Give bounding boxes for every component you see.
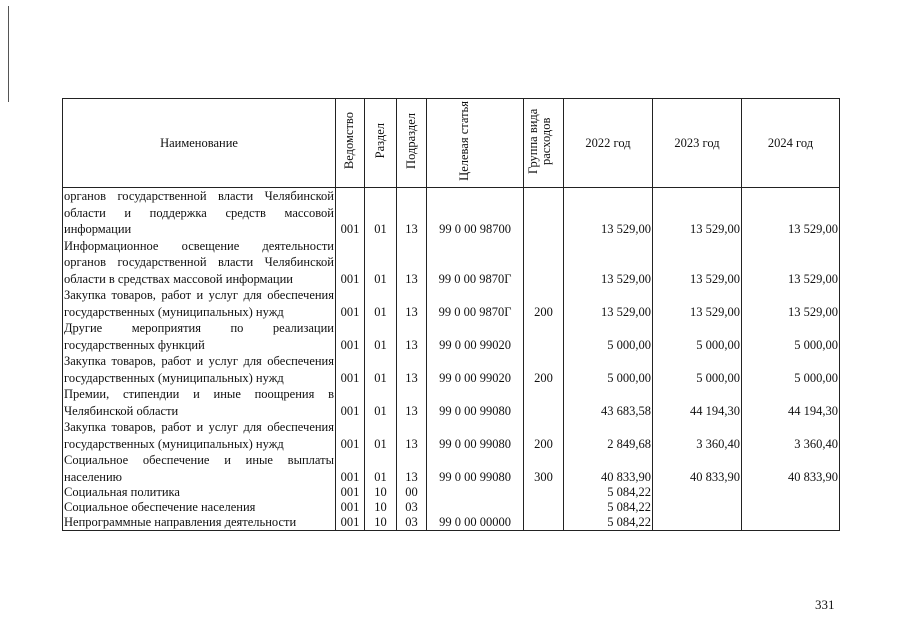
page-number: 331 [815,597,835,612]
row-2024 [742,500,840,515]
header-target: Целевая статья [427,99,524,188]
row-target: 99 0 00 99020 [427,320,524,353]
row-2024: 5 000,00 [742,320,840,353]
table-row [63,287,840,320]
row-2022: 5 084,22 [564,485,653,500]
header-group: Группа вида расходов [524,99,564,188]
row-dept: 001 [336,419,365,452]
row-2022: 5 084,22 [564,515,653,531]
row-subsection: 13 [397,287,427,320]
row-dept: 001 [336,515,365,531]
row-2023: 5 000,00 [653,353,742,386]
header-2022: 2022 год [564,99,653,188]
row-2023: 13 529,00 [653,287,742,320]
row-subsection: 13 [397,320,427,353]
row-dept: 001 [336,452,365,485]
row-section: 01 [365,419,397,452]
row-section: 01 [365,188,397,238]
row-target [427,485,524,500]
row-2023: 13 529,00 [653,238,742,288]
row-section: 01 [365,386,397,419]
row-name: Закупка товаров, работ и услуг для обеспечения государственных (муниципальных) нужд [64,288,334,319]
row-section: 01 [365,320,397,353]
row-group [524,500,564,515]
row-target: 99 0 00 99080 [427,452,524,485]
row-2022: 2 849,68 [564,419,653,452]
row-2024: 13 529,00 [742,188,840,238]
row-dept: 001 [336,500,365,515]
row-2024 [742,515,840,531]
row-group [524,485,564,500]
row-group [524,320,564,353]
header-dept: Ведомство [336,99,365,188]
row-group: 200 [524,353,564,386]
row-group: 300 [524,452,564,485]
header-name: Наименование [63,99,336,188]
table-row [63,515,840,531]
row-2023: 3 360,40 [653,419,742,452]
row-2022: 5 000,00 [564,320,653,353]
row-group: 200 [524,419,564,452]
table-row [63,353,840,386]
header-subsection: Подраздел [397,99,427,188]
row-group [524,188,564,238]
header-section: Раздел [365,99,397,188]
table-row [63,320,840,353]
row-2024 [742,485,840,500]
row-2022: 13 529,00 [564,287,653,320]
row-target [427,500,524,515]
row-target: 99 0 00 00000 [427,515,524,531]
row-target: 99 0 00 99080 [427,419,524,452]
row-subsection: 13 [397,353,427,386]
row-2024: 5 000,00 [742,353,840,386]
row-2024: 40 833,90 [742,452,840,485]
table-row [63,238,840,288]
row-subsection: 03 [397,500,427,515]
row-2023: 44 194,30 [653,386,742,419]
budget-table [62,98,840,531]
row-name: Социальное обеспечение и иные выплаты населению [64,453,334,484]
row-name: Премии, стипендии и иные поощрения в Челябинской области [64,387,334,418]
row-subsection: 13 [397,188,427,238]
row-dept: 001 [336,287,365,320]
row-2023: 5 000,00 [653,320,742,353]
row-dept: 001 [336,386,365,419]
table-row [63,188,840,238]
row-2024: 3 360,40 [742,419,840,452]
row-target: 99 0 00 99020 [427,353,524,386]
row-target: 99 0 00 9870Г [427,287,524,320]
row-dept: 001 [336,320,365,353]
row-section: 01 [365,287,397,320]
row-2023 [653,515,742,531]
table-row [63,452,840,485]
row-subsection: 03 [397,515,427,531]
row-subsection: 13 [397,238,427,288]
table-row [63,485,840,500]
row-name: Другие мероприятия по реализации государственных функций [64,321,334,352]
row-section: 01 [365,353,397,386]
row-dept: 001 [336,485,365,500]
row-2023: 13 529,00 [653,188,742,238]
row-section: 01 [365,452,397,485]
row-name: Непрограммные направления деятельности [63,515,336,531]
row-2024: 13 529,00 [742,287,840,320]
row-name: органов государственной власти Челябинской области и поддержка средств массовой информации [64,189,334,236]
row-name: Социальная политика [63,485,336,500]
row-2023 [653,485,742,500]
header-2024: 2024 год [742,99,840,188]
row-name: Закупка товаров, работ и услуг для обеспечения государственных (муниципальных) нужд [64,420,334,451]
row-subsection: 00 [397,485,427,500]
row-2023: 40 833,90 [653,452,742,485]
scan-edge-mark [8,6,9,102]
row-2022: 5 000,00 [564,353,653,386]
row-group: 200 [524,287,564,320]
row-group [524,386,564,419]
row-section: 01 [365,238,397,288]
row-section: 10 [365,485,397,500]
row-2022: 5 084,22 [564,500,653,515]
row-dept: 001 [336,188,365,238]
row-name: Информационное освещение деятельности органов государственной власти Челябинской области в средствах массовой информации [64,238,334,286]
row-subsection: 13 [397,386,427,419]
row-section: 10 [365,500,397,515]
row-2024: 44 194,30 [742,386,840,419]
row-subsection: 13 [397,452,427,485]
table-row [63,500,840,515]
header-2023: 2023 год [653,99,742,188]
table-header-row [63,99,840,188]
row-dept: 001 [336,353,365,386]
row-2022: 43 683,58 [564,386,653,419]
row-target: 99 0 00 98700 [427,188,524,238]
table-row [63,419,840,452]
row-2022: 13 529,00 [564,238,653,288]
table-row [63,386,840,419]
row-group [524,238,564,288]
row-name: Закупка товаров, работ и услуг для обеспечения государственных (муниципальных) нужд [64,354,334,385]
row-target: 99 0 00 99080 [427,386,524,419]
row-subsection: 13 [397,419,427,452]
row-section: 10 [365,515,397,531]
row-target: 99 0 00 9870Г [427,238,524,288]
row-name: Социальное обеспечение населения [63,500,336,515]
row-2022: 13 529,00 [564,188,653,238]
row-dept: 001 [336,238,365,288]
row-group [524,515,564,531]
row-2022: 40 833,90 [564,452,653,485]
row-2024: 13 529,00 [742,238,840,288]
row-2023 [653,500,742,515]
